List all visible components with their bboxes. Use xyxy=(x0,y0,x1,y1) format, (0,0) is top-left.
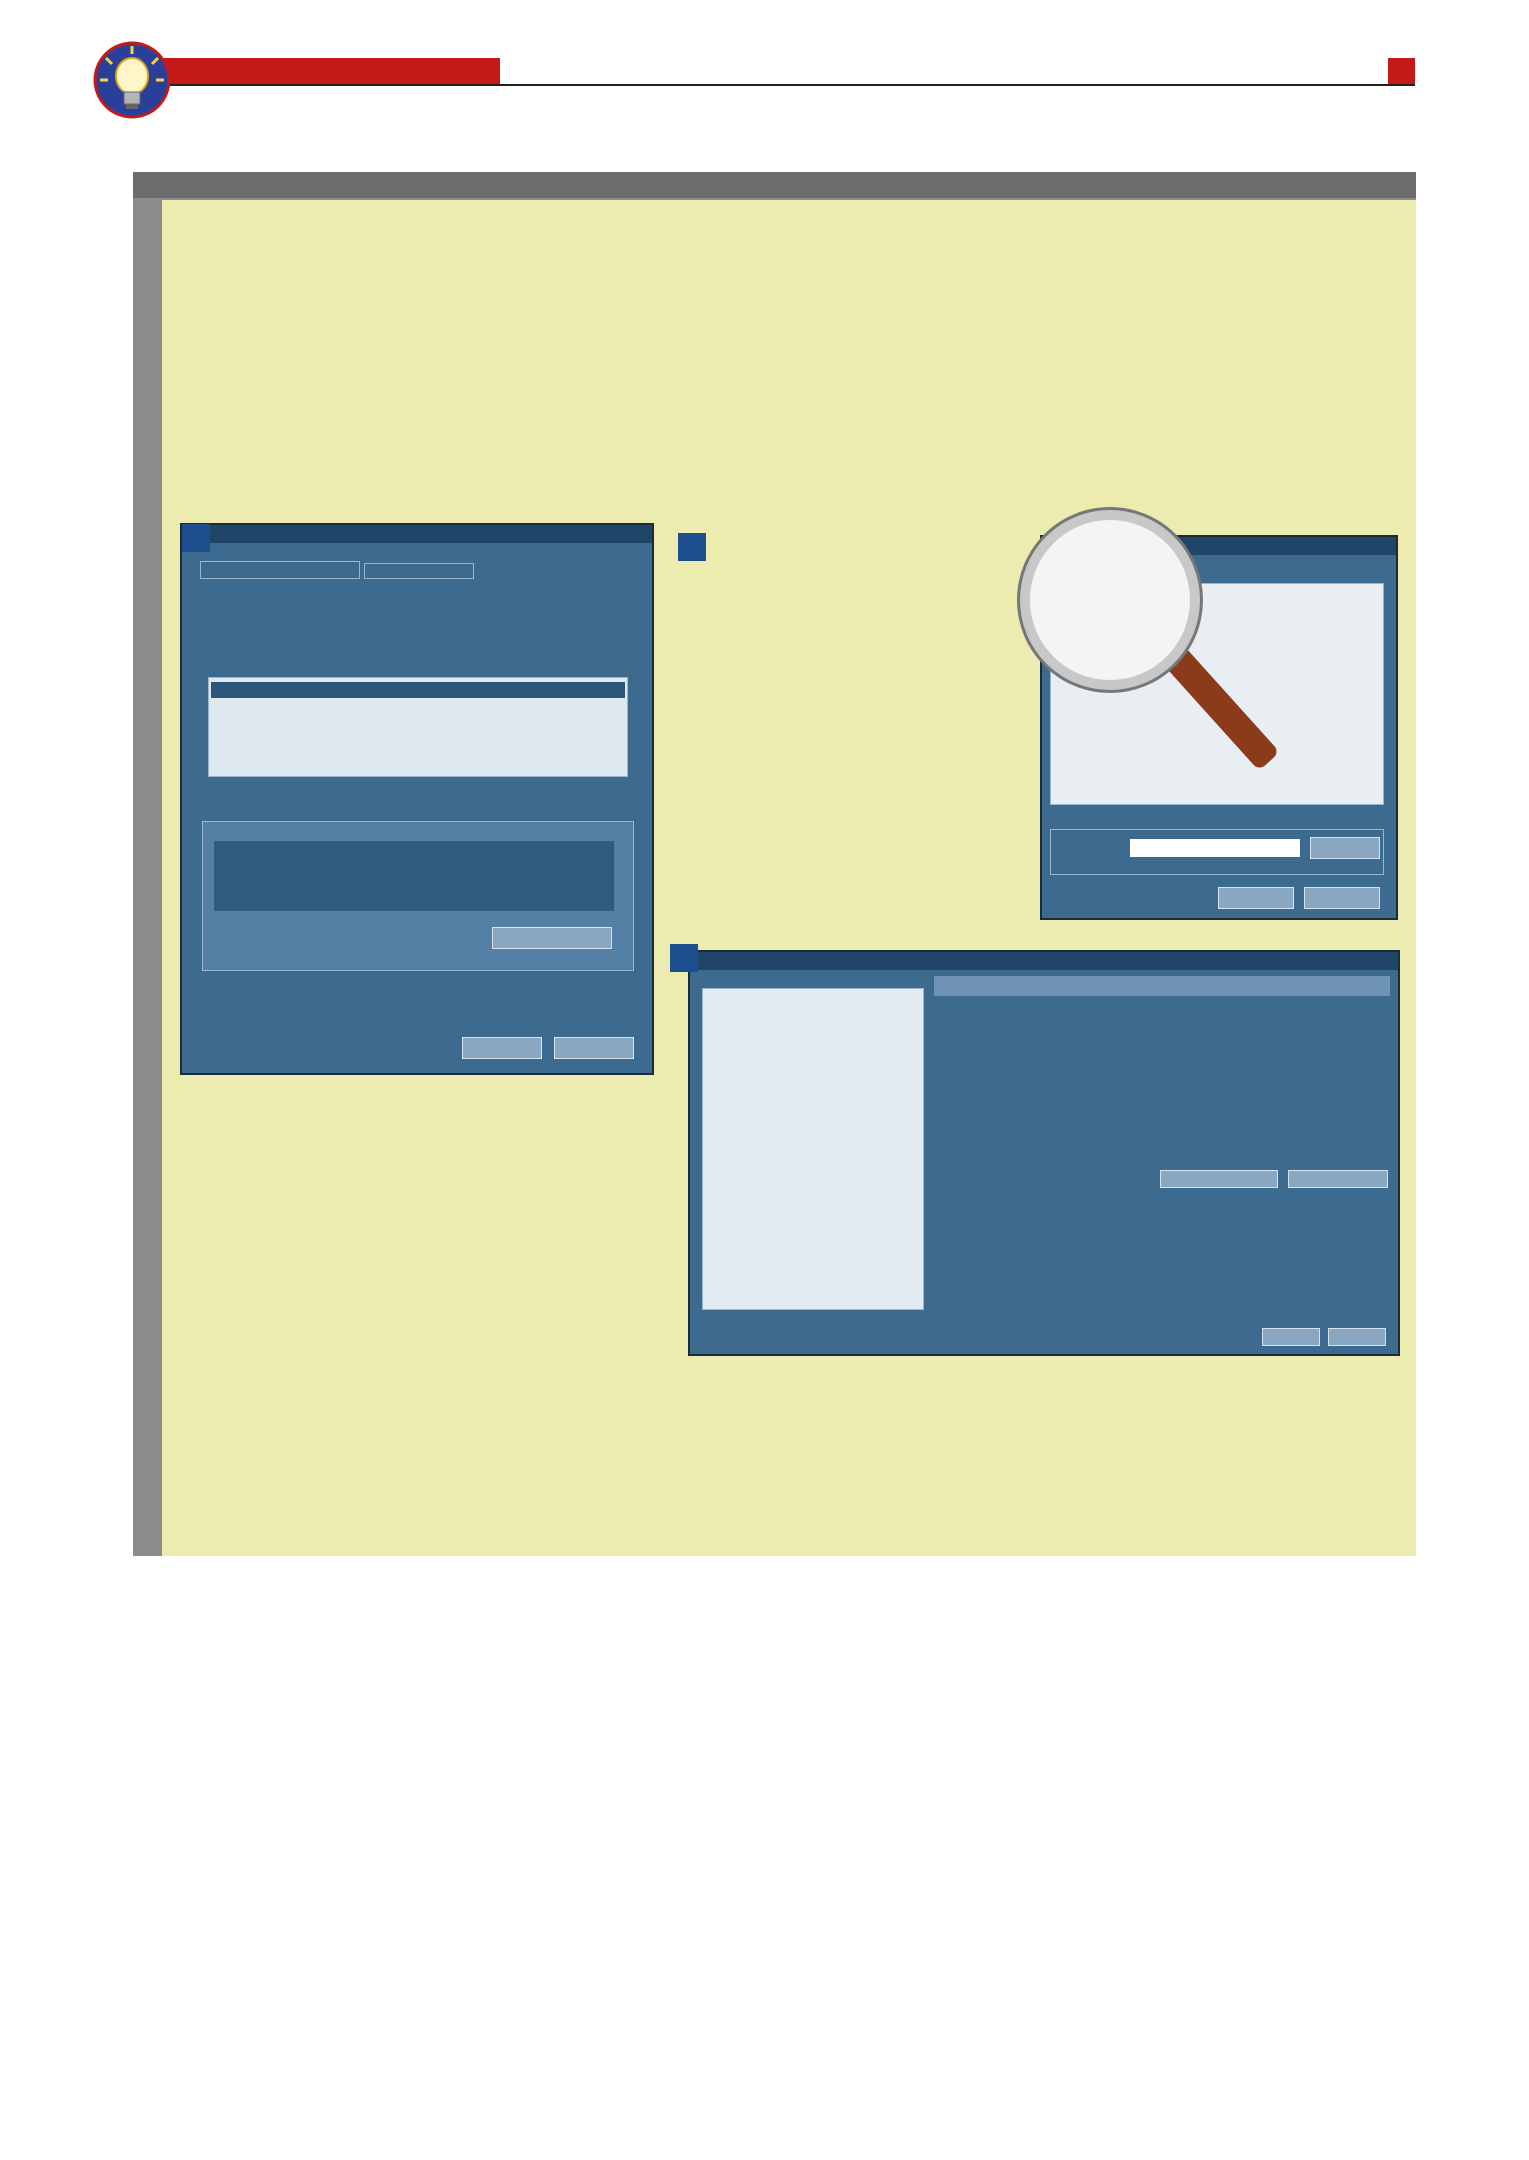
step-number xyxy=(182,524,210,552)
cancel-button[interactable] xyxy=(554,1037,634,1059)
ok-button[interactable] xyxy=(1262,1328,1320,1346)
ok-button[interactable] xyxy=(1218,887,1294,909)
step-number xyxy=(678,533,706,561)
description-text-box xyxy=(214,841,614,911)
category-tree xyxy=(702,988,924,1310)
header-bar xyxy=(160,58,500,84)
panel-title xyxy=(934,976,1390,996)
options-group xyxy=(938,1014,1378,1080)
magnifier-icon xyxy=(1020,510,1200,690)
window-titlebar xyxy=(182,525,652,543)
tab-more-options[interactable] xyxy=(364,563,474,579)
manage-cookies-button[interactable] xyxy=(1160,1170,1278,1188)
tab-disk-cleanup[interactable] xyxy=(200,561,360,579)
view-files-button[interactable] xyxy=(492,927,612,949)
file-row[interactable] xyxy=(211,718,625,734)
cancel-button[interactable] xyxy=(1328,1328,1386,1346)
reset-button[interactable] xyxy=(1310,837,1380,859)
window-titlebar xyxy=(690,952,1398,970)
cancel-button[interactable] xyxy=(1304,887,1380,909)
column-2 xyxy=(465,1572,765,1580)
step-box-header xyxy=(133,172,1416,198)
more-info-button[interactable] xyxy=(1288,1170,1388,1188)
file-row[interactable] xyxy=(211,754,625,770)
files-list xyxy=(208,677,628,777)
ok-button[interactable] xyxy=(462,1037,542,1059)
reset-select[interactable] xyxy=(1130,839,1300,857)
header-rule xyxy=(160,84,1415,86)
screenshot-disk-cleanup xyxy=(180,523,654,1075)
category-marker xyxy=(1388,58,1415,84)
file-row[interactable] xyxy=(211,682,625,698)
step-number xyxy=(670,944,698,972)
file-row[interactable] xyxy=(211,700,625,716)
file-row[interactable] xyxy=(211,736,625,752)
lightbulb-logo-icon xyxy=(92,40,172,120)
screenshot-netscape-prefs xyxy=(688,950,1400,1356)
